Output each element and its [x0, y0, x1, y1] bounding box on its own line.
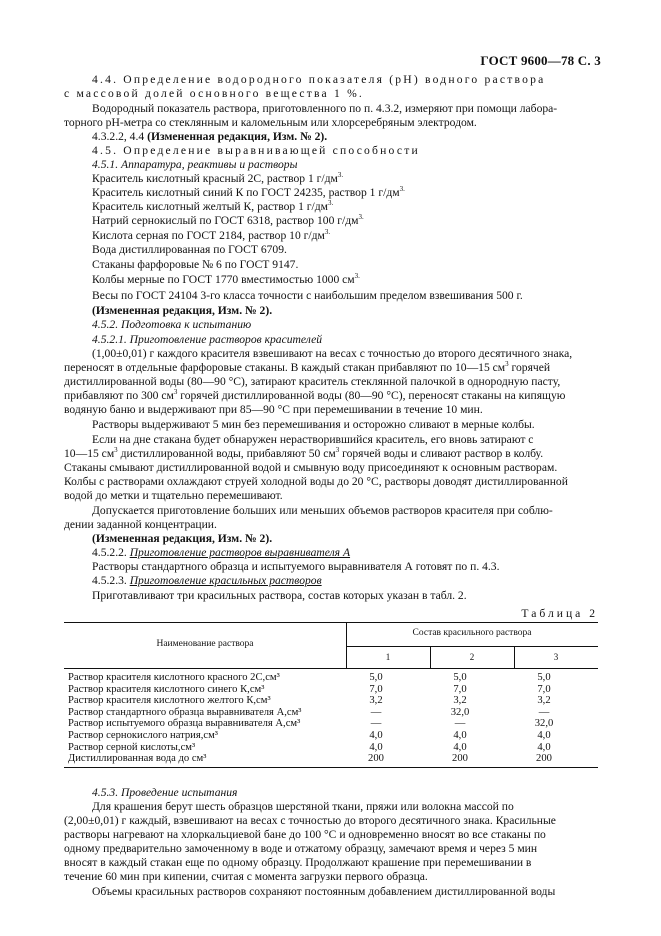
- table-cell: —: [538, 706, 550, 718]
- subsection-heading: 4.5.2.1. Приготовление растворов красителей: [92, 333, 323, 346]
- column-number: 1: [385, 652, 391, 662]
- table-rule: [64, 622, 598, 623]
- table-cell: 4,0: [537, 730, 551, 741]
- column-group-header: Состав красильного раствора: [412, 628, 532, 638]
- reagent-line: Стаканы фарфоровые № 6 по ГОСТ 9147.: [92, 258, 299, 271]
- reagent-line: [92, 273, 360, 287]
- paragraph-line: Колбы с растворами охлаждают струей холодной воды до 20 °С, растворы доводят дистиллированной: [64, 475, 568, 488]
- reagent-text: Колбы мерные по ГОСТ 1770 вместимостью 1000 см: [92, 273, 355, 286]
- reagent-text: Кислота серная по ГОСТ 2184, раствор 10 г/дм: [92, 229, 325, 242]
- reagent-line: [92, 186, 405, 200]
- table-rule: [64, 668, 598, 669]
- paragraph-line: Для крашения берут шесть образцов шерстяной ткани, пряжи или волокна массой по: [92, 800, 514, 813]
- table-cell: 5,0: [453, 672, 467, 683]
- subsection-heading: [92, 574, 322, 588]
- row-label: Дистиллированная вода до см³: [68, 753, 207, 765]
- table-rule: [64, 767, 598, 768]
- text: дистиллированной воды, прибавляют 50 см: [117, 447, 336, 460]
- paragraph-line: Растворы стандартного образца и испытуемого выравнивателя А готовят по п. 4.3.: [92, 560, 500, 573]
- table-cell: 4,0: [537, 741, 551, 753]
- row-label: Раствор сернокислого натрия,см³: [68, 730, 218, 741]
- paragraph-line: вносят в каждый стакан еще по одному образцу. Продолжают крашение при перемешивании в: [64, 856, 532, 869]
- subsection-heading: 4.5.1. Аппаратура, реактивы и растворы: [92, 158, 298, 171]
- subsection-heading: 4.5.3. Проведение испытания: [92, 786, 238, 799]
- superscript: 3.: [358, 213, 364, 221]
- section-4-5-heading: 4.5. Определение выравнивающей способности: [92, 144, 420, 157]
- table-cell: 5,0: [369, 672, 383, 683]
- column-number: 2: [469, 652, 475, 662]
- clause-title: Приготовление растворов выравнивателя А: [129, 546, 351, 559]
- table-cell: —: [454, 718, 466, 730]
- paragraph-line: одному предварительно замоченному в воде и отжатому образцу, замечают время и через 5 мин: [64, 842, 538, 855]
- table-cell: 4,0: [369, 730, 383, 741]
- amendment-note: (Измененная редакция, Изм. № 2).: [92, 304, 273, 317]
- superscript: 3.: [354, 272, 360, 280]
- reagent-text: Краситель кислотный синий К по ГОСТ 24235, раствор 1 г/дм: [92, 186, 400, 199]
- reagent-text: Краситель кислотный желтый К, раствор 1 г/дм: [92, 200, 329, 213]
- table-cell: 4,0: [453, 741, 467, 753]
- table-cell: 4,0: [369, 741, 383, 753]
- row-label: Раствор красителя кислотного синего К,см³: [68, 683, 265, 695]
- clause-number: 4.5.2.2.: [92, 546, 127, 559]
- reagent-text: Краситель кислотный красный 2С, раствор 1 г/дм: [92, 172, 338, 185]
- reagent-line: [92, 172, 343, 186]
- paragraph-line: (2,00±0,01) г каждый, взвешивают на весах с точностью до второго десятичного знака. Красильные: [64, 814, 556, 827]
- table-cell: 32,0: [450, 706, 470, 718]
- paragraph-line: [64, 389, 565, 403]
- clause-number: 4.5.2.3.: [92, 574, 127, 587]
- paragraph-line: (1,00±0,01) г каждого красителя взвешивают на весах с точностью до второго десятичного знака,: [92, 347, 573, 360]
- row-label: Раствор стандартного образца выравнивателя А,см³: [68, 706, 302, 718]
- amendment-note: (Измененная редакция, Изм. № 2).: [92, 532, 273, 545]
- reagent-line: [92, 229, 330, 243]
- table-cell: 7,0: [369, 683, 383, 695]
- superscript: 3.: [328, 199, 334, 207]
- paragraph-line: [64, 447, 543, 461]
- superscript: 3.: [399, 185, 405, 193]
- row-label: Раствор красителя кислотного желтого К,см³: [68, 695, 271, 707]
- paragraph-line: Растворы выдерживают 5 мин без перемешивания и осторожно сливают в мерные колбы.: [92, 418, 535, 431]
- paragraph-line: растворы нагревают на хлоркальциевой бане до 100 °С и одновременно вносят во все стаканы по: [64, 828, 546, 841]
- text: горячей дистиллированной воды (80—90 °С), переносят стаканы на кипящую: [177, 389, 566, 402]
- amendment-label: (Измененная редакция, Изм. № 2).: [147, 130, 328, 143]
- reagent-line: Весы по ГОСТ 24104 3-го класса точности с наибольшим пределом взвешивания 500 г.: [92, 289, 523, 302]
- text: горячей воды и сливают раствор в колбу.: [339, 447, 544, 460]
- paragraph-line: водяную баню и выдерживают при 85—90 °С при перемешивании в течение 10 мин.: [64, 403, 483, 416]
- paragraph-line: Если на дне стакана будет обнаружен нерастворившийся краситель, его вновь затирают с: [92, 433, 534, 446]
- paragraph-line: Объемы красильных растворов сохраняют постоянным добавлением дистиллированной воды: [92, 885, 556, 898]
- superscript: 3: [335, 446, 340, 454]
- column-number: 3: [553, 652, 559, 662]
- table-cell: —: [370, 706, 382, 718]
- table-cell: 7,0: [453, 683, 467, 695]
- superscript: 3: [173, 388, 178, 396]
- paragraph-line: Водородный показатель раствора, приготовленного по п. 4.3.2, измеряют при помощи лабора-: [92, 102, 558, 115]
- paragraph-line: Приготавливают три красильных раствора, состав которых указан в табл. 2.: [92, 589, 467, 602]
- table-cell: 4,0: [453, 730, 467, 741]
- table-rule: [430, 646, 431, 668]
- table-cell: 3,2: [369, 695, 383, 707]
- text: 10—15 см: [64, 447, 115, 460]
- paragraph-line: течение 60 мин при кипении, считая с момента загрузки первого образца.: [64, 870, 428, 883]
- reagent-line: Вода дистиллированная по ГОСТ 6709.: [92, 243, 287, 256]
- table-cell: 200: [452, 753, 468, 765]
- clause-title: Приготовление красильных растворов: [129, 574, 322, 587]
- subsection-heading: [92, 546, 350, 560]
- table-cell: 3,2: [453, 695, 467, 707]
- row-label: Раствор красителя кислотного красного 2С,см³: [68, 672, 280, 683]
- page-header: ГОСТ 9600—78 С. 3: [480, 53, 601, 68]
- superscript: 3: [505, 360, 509, 368]
- column-header-name: Наименование раствора: [156, 639, 254, 649]
- paragraph-line: торного рН-метра со стеклянным и каломельным или хлорсеребряным электродом.: [64, 116, 477, 129]
- text: горячей: [508, 361, 551, 374]
- table-rule: [514, 646, 515, 668]
- table-cell: 7,0: [537, 683, 551, 695]
- table-cell: 32,0: [534, 718, 554, 730]
- section-4-4-heading-cont: с массовой долей основного вещества 1 %.: [64, 87, 365, 100]
- row-label: Раствор серной кислоты,см³: [68, 741, 196, 753]
- paragraph-line: водой до метки и тщательно перемешивают.: [64, 489, 283, 502]
- subsection-heading: 4.5.2. Подготовка к испытанию: [92, 318, 252, 331]
- paragraph-line: Допускается приготовление больших или меньших объемов растворов красителя при соблю-: [92, 504, 553, 517]
- table-cell: 5,0: [537, 672, 551, 683]
- clause-refs: 4.3.2.2, 4.4: [92, 130, 145, 143]
- table-cell: —: [370, 718, 382, 730]
- table-caption: Таблица 2: [521, 607, 598, 620]
- section-4-4-heading: 4.4. Определение водородного показателя (рН) водного раствора: [92, 73, 546, 86]
- table-cell: 200: [368, 753, 384, 765]
- paragraph-line: Стаканы смывают дистиллированной водой и смывную воду присоединяют к основным растворам.: [64, 461, 558, 474]
- text: переносят в отдельные фарфоровые стаканы. В каждый стакан прибавляют по 10—15 см: [64, 361, 506, 374]
- table-cell: 200: [536, 753, 552, 765]
- table-cell: 3,2: [537, 695, 551, 707]
- reagent-line: [92, 200, 333, 214]
- paragraph-line: [64, 361, 550, 375]
- paragraph-line: дистиллированной воды (80—90 °С), затирают краситель стеклянной палочкой в однородную пасту,: [64, 375, 561, 388]
- row-label: Раствор испытуемого образца выравнивателя А,см³: [68, 718, 301, 730]
- superscript: 3: [114, 446, 118, 454]
- superscript: 3.: [337, 171, 344, 179]
- superscript: 3.: [324, 228, 331, 236]
- table-rule: [346, 646, 598, 647]
- amendment-note: [92, 130, 327, 144]
- paragraph-line: дении заданной концентрации.: [64, 518, 217, 531]
- text: прибавляют по 300 см: [64, 389, 174, 402]
- reagent-line: [92, 214, 364, 228]
- reagent-text: Натрий сернокислый по ГОСТ 6318, раствор 100 г/дм: [92, 214, 359, 227]
